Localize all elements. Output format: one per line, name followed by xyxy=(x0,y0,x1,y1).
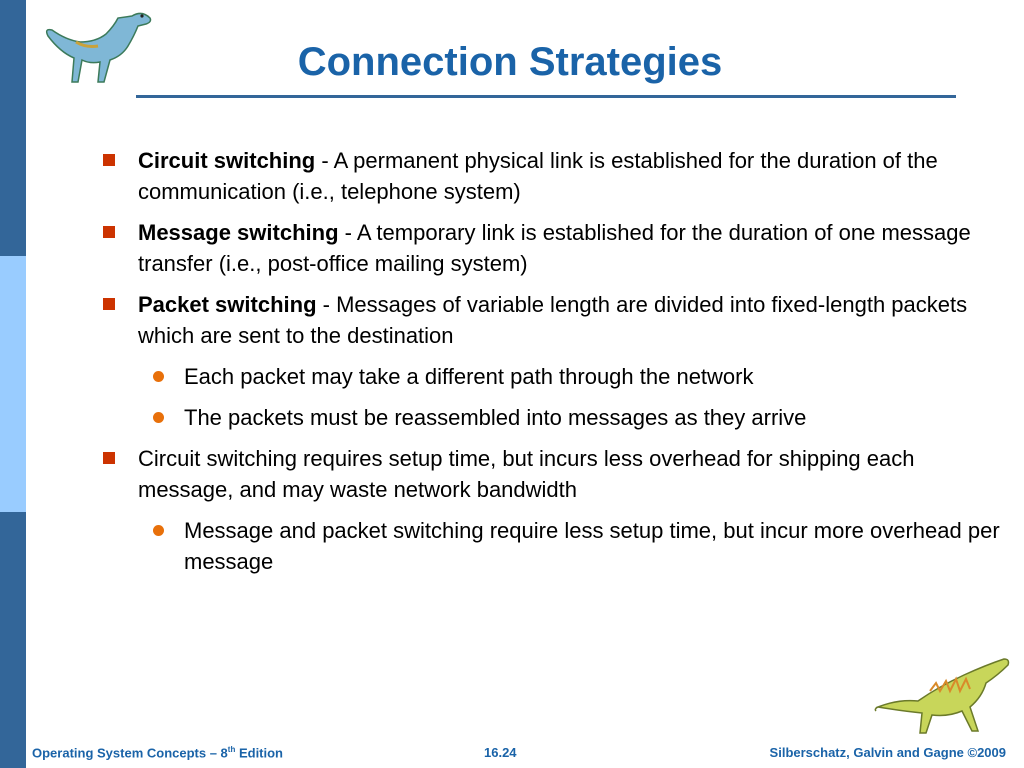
square-bullet-icon xyxy=(103,298,115,310)
sub-list-item xyxy=(100,515,1010,577)
bullet-term: Packet switching xyxy=(138,292,317,317)
round-bullet-icon xyxy=(153,525,164,536)
bullet-term: Message switching xyxy=(138,220,339,245)
list-item xyxy=(100,145,1010,207)
list-item xyxy=(100,443,1010,505)
bullet-text: - A permanent physical link is established for the duration of the communication (i.e., telephone system) xyxy=(138,148,938,204)
round-bullet-icon xyxy=(153,412,164,423)
list-item xyxy=(100,289,1010,351)
sub-list-item xyxy=(100,402,1010,433)
side-stripe-light-segment xyxy=(0,256,26,512)
dinosaur-logo-icon xyxy=(36,6,156,96)
list-item xyxy=(100,217,1010,279)
square-bullet-icon xyxy=(103,452,115,464)
bullet-list xyxy=(100,145,1010,587)
side-stripe-dark-segment xyxy=(0,512,26,768)
bullet-term: Circuit switching xyxy=(138,148,316,173)
sub-bullet-text: Each packet may take a different path through the network xyxy=(184,364,754,389)
bullet-text: Circuit switching requires setup time, but incurs less overhead for shipping each message, and may waste network bandwidth xyxy=(138,446,915,502)
sub-bullet-text: Message and packet switching require less setup time, but incur more overhead per message xyxy=(184,518,1000,574)
square-bullet-icon xyxy=(103,154,115,166)
dinosaur-logo-icon xyxy=(870,655,1020,745)
footer-course-title: Operating System Concepts – 8th Edition xyxy=(32,745,284,761)
footer-copyright: Silberschatz, Galvin and Gagne ©2009 xyxy=(769,745,1006,760)
title-divider xyxy=(136,95,956,98)
bullet-text: - Messages of variable length are divided into fixed-length packets which are sent to the destination xyxy=(138,292,968,348)
sub-bullet-text: The packets must be reassembled into messages as they arrive xyxy=(184,405,807,430)
square-bullet-icon xyxy=(103,226,115,238)
round-bullet-icon xyxy=(153,371,164,382)
side-stripe xyxy=(0,0,26,768)
footer-slide-number: 16.24 xyxy=(484,745,517,760)
sub-list-item xyxy=(100,361,1010,392)
page-title: Connection Strategies xyxy=(297,40,723,84)
bullet-text: - A temporary link is established for the duration of one message transfer (i.e., post-office mailing system) xyxy=(138,220,971,276)
